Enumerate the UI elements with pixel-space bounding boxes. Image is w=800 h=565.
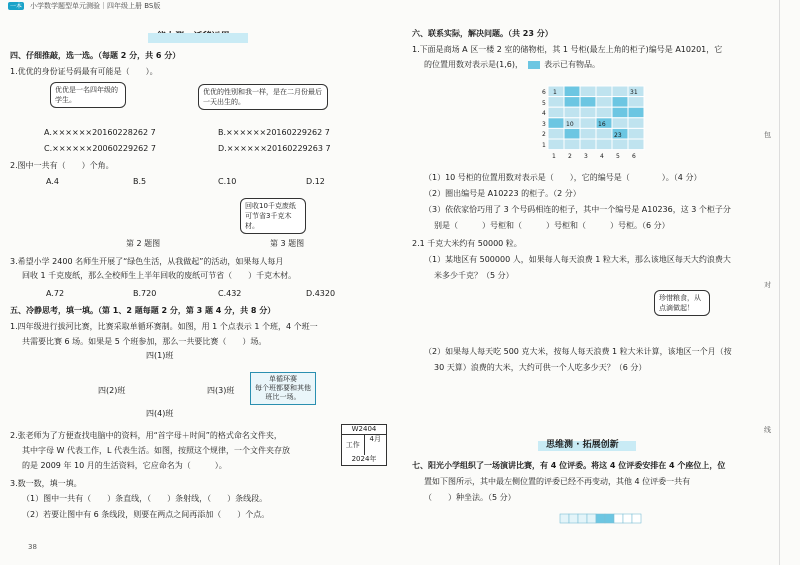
locker-cell (596, 107, 612, 118)
locker-cell (548, 97, 564, 108)
grid-y-1: 1 (542, 142, 546, 149)
banner-highlight (148, 33, 248, 43)
q3-bubble: 回收10千克废纸可节省3千克木材。 (240, 198, 306, 234)
page-number: 38 (28, 543, 37, 551)
grid-y-2: 2 (542, 131, 546, 138)
r1-sub-b: （2）圈出编号是 A10223 的柜子。（2 分） (424, 189, 581, 198)
locker-cell (580, 118, 596, 129)
s5-question-1-line-1: 1.四年级进行拔河比赛，比赛采取单循环赛制。如图，用 1 个点表示 1 个班，4 个班一 (10, 322, 318, 331)
locker-cell (564, 97, 580, 108)
seat-cell (578, 514, 587, 523)
locker-31: 31 (630, 89, 638, 96)
locker-10: 10 (566, 121, 574, 128)
r-question-2: 2.1 千克大米约有 50000 粒。 (412, 239, 522, 248)
q2-option-d: D.12 (306, 177, 325, 186)
seat-cell (596, 514, 605, 523)
r2-sub-a-line-1: （1）某地区有 500000 人，如果每人每天浪费 1 粒大米，那么该地区每天大约浪费大 (424, 255, 731, 264)
child-hair-q3 (304, 207, 322, 214)
header-bar (8, 0, 198, 12)
locker-cell (612, 118, 628, 129)
filled-legend-swatch (528, 61, 540, 69)
folder-month: 4月 (369, 435, 381, 443)
side-char-2: 对 (764, 281, 771, 289)
s5-question-3-a: （1）图中一共有（ ）条直线，（ ）条射线，（ ）条线段。 (22, 494, 268, 503)
header-title: 小学数学题型单元测验｜四年级上册 BS版 (30, 2, 161, 10)
grid-x-6: 6 (632, 153, 636, 160)
binding-line (779, 0, 780, 565)
grid-y-3: 3 (542, 121, 546, 128)
q1-option-b: B.××××××20160229262 7 (218, 128, 330, 137)
locker-cell (564, 107, 580, 118)
q2-option-c: C.10 (218, 177, 237, 186)
question-3-line-1: 3.希望小学 2400 名师生开展了“绿色生活，从我做起”的活动，如果每人每月 (10, 257, 284, 266)
locker-cell (548, 107, 564, 118)
locker-cell (612, 86, 628, 97)
r-question-1-line-1: 1.下面是商场 A 区一楼 2 室的储物柜，其 1 号柜(最左上角的柜子)编号是 A10201，它 (412, 45, 723, 54)
locker-cell (628, 107, 644, 118)
grid-x-4: 4 (600, 153, 604, 160)
r1-sub-c-line-1: （3）依依家恰巧用了 3 个号码相连的柜子，其中一个编号是 A10236，这 3 个柜子分 (424, 205, 731, 214)
grid-y-4: 4 (542, 110, 546, 117)
r2-sub-b-line-2: 30 天算）浪费的大米，大约可供一个人吃多少天？（6 分） (434, 363, 647, 372)
class-1-label: 四(1)班 (146, 351, 174, 360)
s5-question-1-line-2: 共需要比赛 6 场。如果是 5 个班参加，那么一共要比赛（ ）场。 (22, 337, 267, 346)
locker-cell (596, 86, 612, 97)
s5-question-3-b: （2）若要让图中有 6 条线段，则要在两点之间再添加（ ）个点。 (22, 510, 270, 519)
locker-cell (548, 118, 564, 129)
child-hair-right (334, 95, 354, 102)
section-5-title: 五、冷静思考，填一填。（第 1、2 题每题 2 分，第 3 题 4 分，共 8 分） (10, 306, 276, 315)
q1-option-a: A.××××××20160228262 7 (44, 128, 156, 137)
r-question-1-line-2: 的位置用数对表示是(1,6)， 表示已有物品。 (424, 60, 601, 69)
side-char-3: 线 (764, 426, 771, 434)
locker-cell (596, 139, 612, 150)
seat-cell (560, 514, 569, 523)
r1-sub-c-line-2: 别是（ ）号柜和（ ）号柜和（ ）号柜。（6 分） (434, 221, 670, 230)
q2-option-a: A.4 (46, 177, 59, 186)
locker-cell (564, 139, 580, 150)
r1-sub-a: （1）10 号柜的位置用数对表示是（ ），它的编号是（ ）。（4 分） (424, 173, 702, 182)
grid-x-3: 3 (584, 153, 588, 160)
side-char-1: 包 (764, 131, 771, 139)
edge-1-3 (158, 360, 203, 390)
section-7-line-2: 置如下图所示，其中最左侧位置的评委已经不再变动，其他 4 位评委一共有 (424, 477, 691, 486)
locker-cell (548, 128, 564, 139)
child-hair-left (21, 93, 41, 100)
edge-3-4 (158, 390, 203, 407)
question-2: 2.图中一共有（ ）个角。 (10, 161, 114, 170)
folder-code: W2404 (342, 425, 386, 435)
locker-cell (580, 128, 596, 139)
r2-bubble: 珍惜粮食，从点滴做起！ (654, 290, 710, 316)
s5-question-2-line-3: 的是 2009 年 10 月的生活资料，它应命名为（ ）。 (22, 461, 227, 470)
class-3-label: 四(3)班 (207, 386, 235, 395)
locker-cell (580, 97, 596, 108)
s5-question-2-line-2: 其中字母 W 代表工作，L 代表生活。如图，按照这个规律，一个文件夹存放 (22, 446, 290, 455)
q3-caption: 第 3 题图 (270, 239, 305, 248)
girl-hair (730, 290, 754, 298)
header-badge-text: 一本 (10, 3, 23, 10)
girl-dress (728, 312, 756, 336)
point-a (152, 481, 155, 484)
seat-cell (605, 514, 614, 523)
round-robin-title: 单循环赛 (269, 375, 297, 383)
seat-strip-svg (560, 512, 650, 526)
node-2 (132, 389, 135, 392)
q1-option-d: D.××××××20160229263 7 (218, 144, 331, 153)
locker-cell (628, 118, 644, 129)
grid-x-5: 5 (616, 153, 620, 160)
q1-bubble-left: 优优是一名四年级的学生。 (50, 82, 126, 108)
q1-bubble-right: 优优的性别和我一样，是在二月份最后一天出生的。 (198, 84, 328, 110)
locker-1: 1 (553, 89, 557, 96)
locker-cell (628, 97, 644, 108)
question-1: 1.优优的身份证号码最有可能是（ ）。 (10, 67, 158, 76)
r2-sub-a-line-2: 米多少千克？（5 分） (434, 271, 514, 280)
section-7-line-3: （ ）种坐法。（5 分） (424, 493, 516, 502)
q3-option-c: C.432 (218, 289, 242, 298)
grid-x-2: 2 (568, 153, 572, 160)
locker-23: 23 (614, 132, 622, 139)
point-b (202, 481, 205, 484)
grid-x-1: 1 (552, 153, 556, 160)
locker-cell (548, 139, 564, 150)
section-4-title: 四、仔细推敲，选一选。（每题 2 分，共 6 分） (10, 51, 181, 60)
section-6-title: 六、联系实际，解决问题。（共 23 分） (412, 29, 553, 38)
q1-option-c: C.××××××20060229262 7 (44, 144, 156, 153)
seat-cell (623, 514, 632, 523)
q2-option-b: B.5 (133, 177, 147, 186)
grid-y-6: 6 (542, 89, 546, 96)
locker-cell (628, 139, 644, 150)
r2-sub-b-line-1: （2）如果每人每天吃 500 克大米，按每人每天浪费 1 粒大米计算，该地区一个月（按 (424, 347, 732, 356)
grid-y-5: 5 (542, 100, 546, 107)
question-3-line-2: 回收 1 千克废纸，那么全校师生上半年回收的废纸可节省（ ）千克木材。 (22, 271, 297, 280)
locker-cell (628, 128, 644, 139)
q3-option-b: B.720 (133, 289, 157, 298)
seat-cell (569, 514, 578, 523)
q2-caption: 第 2 题图 (126, 239, 161, 248)
section-banner-2: 思维测 · 拓展创新 (546, 440, 619, 450)
locker-cell (612, 107, 628, 118)
round-robin-box (250, 372, 316, 405)
s5-question-3: 3.数一数，填一填。 (10, 479, 82, 488)
s5-question-2-line-1: 2.张老师为了方便查找电脑中的资料，用“首字母＋时间”的格式命名文件夹， (10, 431, 282, 440)
folder-work: 工作 (342, 435, 365, 455)
seat-cell (587, 514, 596, 523)
locker-cell (580, 86, 596, 97)
locker-cell (596, 97, 612, 108)
folder-year: 2024年 (351, 455, 377, 463)
locker-cell (580, 107, 596, 118)
node-3 (202, 389, 205, 392)
seat-cell (632, 514, 641, 523)
q3-option-a: A.72 (46, 289, 65, 298)
q3-option-d: D.4320 (306, 289, 336, 298)
seat-cell (614, 514, 623, 523)
edge-1-2 (133, 360, 158, 390)
locker-cell (612, 97, 628, 108)
class-4-label: 四(4)班 (146, 409, 174, 418)
edge-2-4 (133, 390, 158, 407)
round-robin-text: 每个班都要和其他班比一场。 (255, 384, 311, 401)
ray-3 (148, 190, 156, 232)
locker-16: 16 (598, 121, 606, 128)
section-7-line-1: 七、阳光小学组织了一场演讲比赛，有 4 位评委。将这 4 位评委安排在 4 个座位上，位 (412, 461, 726, 470)
locker-cell (580, 139, 596, 150)
child-body-q3 (305, 224, 321, 238)
folder-label (341, 424, 387, 466)
point-c (252, 481, 255, 484)
locker-cell (564, 86, 580, 97)
class-2-label: 四(2)班 (98, 386, 126, 395)
